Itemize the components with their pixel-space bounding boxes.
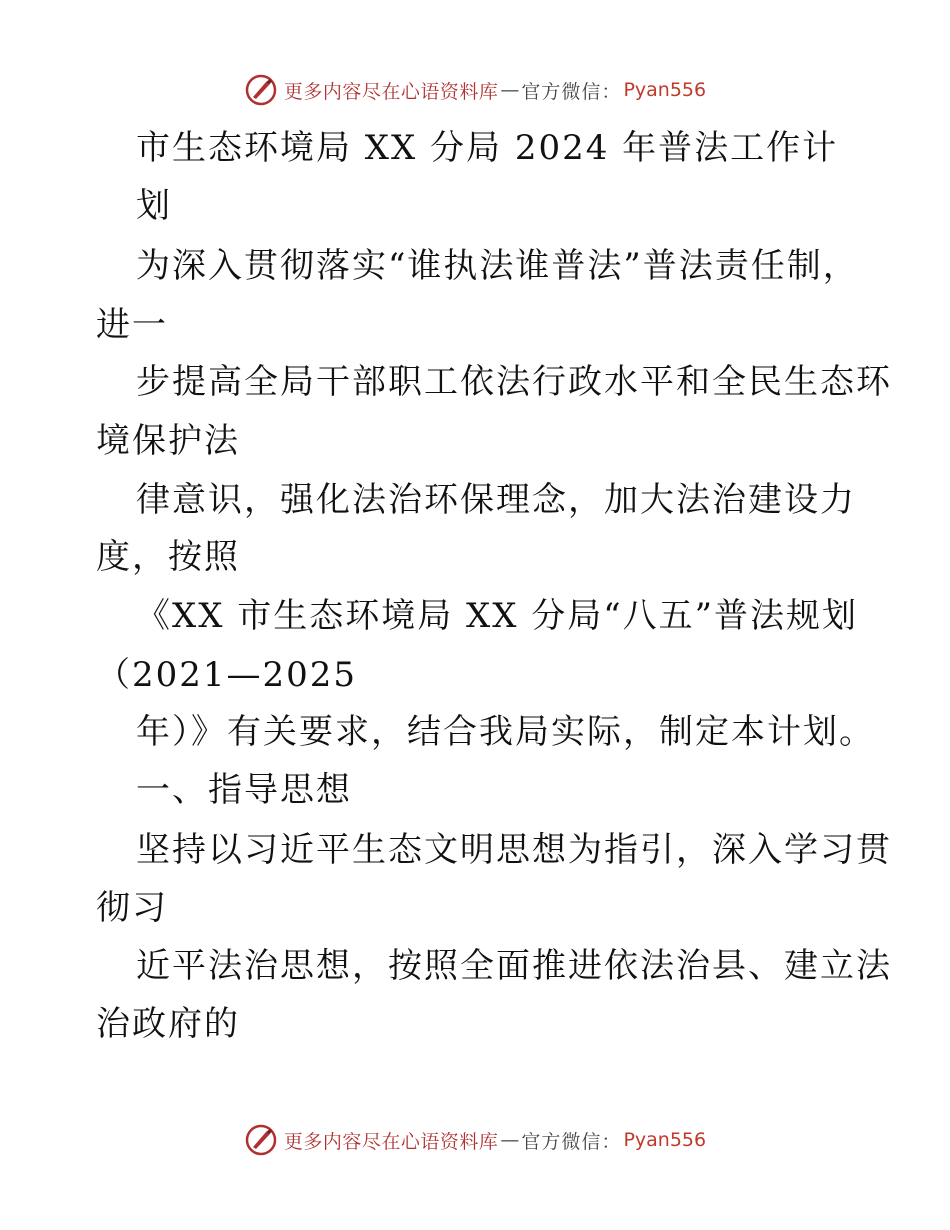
banner-wechat-label: 官方微信： xyxy=(521,1130,622,1153)
doc-line: 市生态环境局 XX 分局 2024 年普法工作计 xyxy=(136,128,839,168)
doc-line: 进一 xyxy=(96,305,168,345)
doc-line: 《XX 市生态环境局 XX 分局“八五”普法规划 xyxy=(136,596,859,636)
banner-text: 更多内容尽在心语资料库 xyxy=(283,80,499,103)
doc-line: 律意识，强化法治环保理念，加大法治建设力 xyxy=(136,480,856,520)
doc-line: 年）》有关要求，结合我局实际，制定本计划。 xyxy=(136,712,875,752)
doc-heading: 一、指导思想 xyxy=(136,770,352,810)
banner-wechat-id: Pyan556 xyxy=(623,1129,707,1151)
banner-wechat-id: Pyan556 xyxy=(623,79,707,101)
doc-line: 境保护法 xyxy=(96,421,240,461)
pen-logo-icon xyxy=(244,1123,278,1157)
doc-line: 彻习 xyxy=(96,888,168,928)
doc-line: （2021—2025 xyxy=(96,655,358,695)
banner-dash: — xyxy=(500,79,520,101)
doc-line: 为深入贯彻落实“谁执法谁普法”普法责任制， xyxy=(136,246,859,286)
banner-text: 更多内容尽在心语资料库 xyxy=(283,1130,499,1153)
banner-wechat-label: 官方微信： xyxy=(521,80,622,103)
doc-line: 步提高全局干部职工依法行政水平和全民生态环 xyxy=(136,362,892,402)
doc-line: 划 xyxy=(136,186,172,226)
doc-line: 坚持以习近平生态文明思想为指引，深入学习贯 xyxy=(136,830,892,870)
doc-line: 近平法治思想，按照全面推进依法治县、建立法 xyxy=(136,946,892,986)
watermark-banner-bottom xyxy=(0,1120,950,1160)
banner-dash: — xyxy=(500,1129,520,1151)
doc-line: 治政府的 xyxy=(96,1004,240,1044)
doc-line: 度，按照 xyxy=(96,537,240,577)
